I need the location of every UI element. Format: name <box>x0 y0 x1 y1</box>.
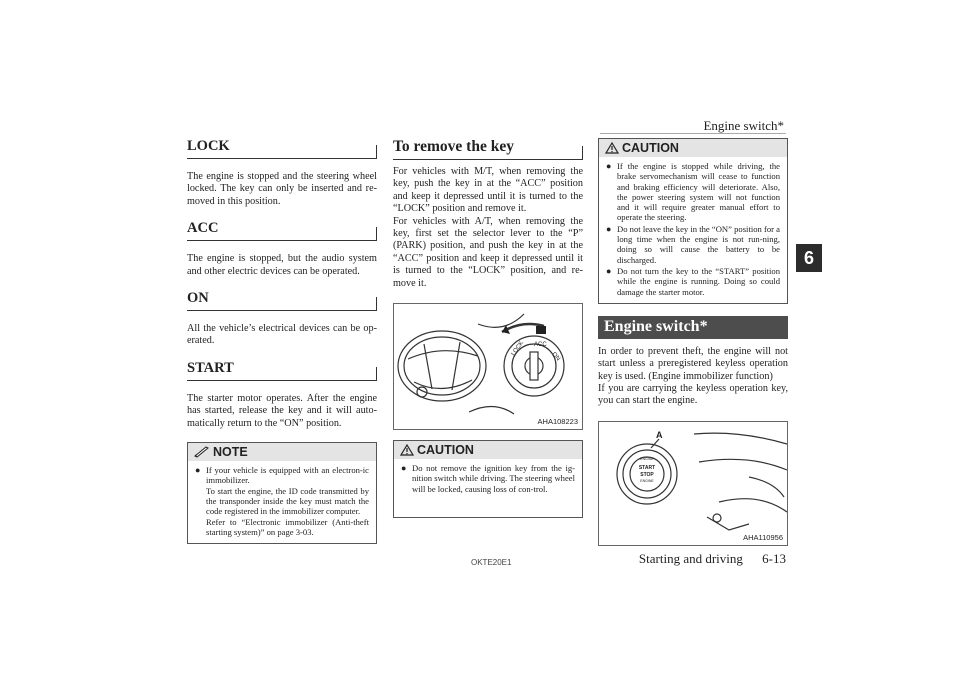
caution-item <box>401 463 575 494</box>
button-text: STOP <box>640 471 654 478</box>
engine-switch-figure <box>598 421 788 546</box>
button-text: ENGINE <box>640 456 654 461</box>
bullet-icon: ● <box>606 265 612 276</box>
figure-code: AHA108223 <box>537 417 578 427</box>
bullet-icon: ● <box>606 223 612 234</box>
header-rule <box>600 133 786 134</box>
caution-item <box>606 266 780 297</box>
on-text: All the vehicle’s electrical devices can be op-erated. <box>187 323 377 347</box>
start-text: The starter motor operates. After the engine has started, release the key and it will auto-matically return to the “ON” position. <box>187 392 377 429</box>
lock-text: The engine is stopped and the steering wheel locked. The key can only be inserted and re-moved in this position. <box>187 171 377 207</box>
section-banner: Engine switch* <box>598 316 788 339</box>
heading-on: ON <box>187 290 377 311</box>
caution-body <box>599 157 787 303</box>
caution-item-text: Do not remove the ignition key from the ig-nition switch while driving. The steering wheel will be locked, causing loss of con-trol. <box>412 463 575 494</box>
bullet-icon: ● <box>401 463 407 474</box>
button-text: START <box>638 464 656 471</box>
chapter-tab: 6 <box>796 244 822 272</box>
caution-item-text: Do not turn the key to the “START” position while the engine is running. Doing so could damage the starter motor. <box>617 265 780 297</box>
note-item-text: If your vehicle is equipped with an electron-ic immobilizer. To start the engine, the ID code transmitted by the transponder inside the key must match the code registered in the immobilizer computer. Refer to “Electronic immobilizer (Anti-theft starting system)” on page 3-03. <box>206 465 369 537</box>
acc-text: The engine is stopped, but the audio system and other electric devices can be operated. <box>187 253 377 277</box>
note-body <box>188 461 376 543</box>
caution-body <box>394 459 582 517</box>
key-removal-figure <box>393 303 583 430</box>
caution-label: CAUTION <box>417 443 474 458</box>
note-box <box>187 442 377 544</box>
svg-text:ON: ON <box>550 351 561 363</box>
heading-acc: ACC <box>187 220 377 241</box>
note-item <box>195 465 369 537</box>
caution-item <box>606 224 780 265</box>
remove-key-para-at: For vehicles with A/T, when removing the key, first set the selector lever to the “P” (PARK) position, and push the key in at the “ACC” position and keep it depressed until it is turned to the “LOCK” position, and re-move it. <box>393 215 583 289</box>
footer-code: OKTE20E1 <box>471 558 512 567</box>
svg-text:LOCK: LOCK <box>510 340 526 358</box>
engine-switch-para1: In order to prevent theft, the engine will not start unless a preregistered keyless operation key is used. (Engine immobilizer function) <box>598 345 788 382</box>
note-header <box>188 443 376 461</box>
footer-section-name: Starting and driving <box>638 551 743 566</box>
heading-start: START <box>187 360 377 381</box>
svg-text:ACC: ACC <box>534 342 547 349</box>
warning-triangle-icon <box>400 444 414 456</box>
caution-box-right <box>598 138 788 304</box>
figure-callout: A <box>656 429 663 440</box>
caution-item <box>606 161 780 223</box>
engine-switch-para2: If you are carrying the keyless operation key, you can start the engine. <box>598 383 788 407</box>
caution-header <box>599 139 787 157</box>
warning-triangle-icon <box>605 142 619 154</box>
note-pencil-icon <box>194 446 210 458</box>
running-head: Engine switch* <box>703 118 784 133</box>
engine-button-illustration <box>599 422 788 545</box>
caution-label: CAUTION <box>622 141 679 155</box>
left-column <box>187 138 377 544</box>
bullet-icon: ● <box>195 465 201 476</box>
remove-key-para-mt: For vehicles with M/T, when removing the key, push the key in at the “ACC” position and keep it depressed until it is turned to the “LOCK” position and remove it. <box>393 166 583 215</box>
heading-lock: LOCK <box>187 138 377 159</box>
middle-column <box>393 138 583 518</box>
caution-item-text: If the engine is stopped while driving, the brake servomechanism will cease to function and braking efficiency will deteriorate. Also, the power steering system will not function and it will require greater manual effort to operate the steering. <box>617 161 780 223</box>
figure-code: AHA110956 <box>743 532 783 542</box>
caution-header <box>394 441 582 459</box>
ignition-key-illustration <box>394 304 583 429</box>
heading-remove-key: To remove the key <box>393 138 583 160</box>
right-column <box>598 138 788 546</box>
page-number: 6-13 <box>762 551 786 566</box>
button-text: ENGINE <box>640 478 654 483</box>
note-label: NOTE <box>213 445 248 460</box>
caution-box-middle <box>393 440 583 518</box>
footer-section <box>639 551 786 567</box>
caution-item-text: Do not leave the key in the “ON” position for a long time when the engine is not run-ning, doing so will cause the battery to be discharged. <box>617 223 780 265</box>
bullet-icon: ● <box>606 161 612 171</box>
